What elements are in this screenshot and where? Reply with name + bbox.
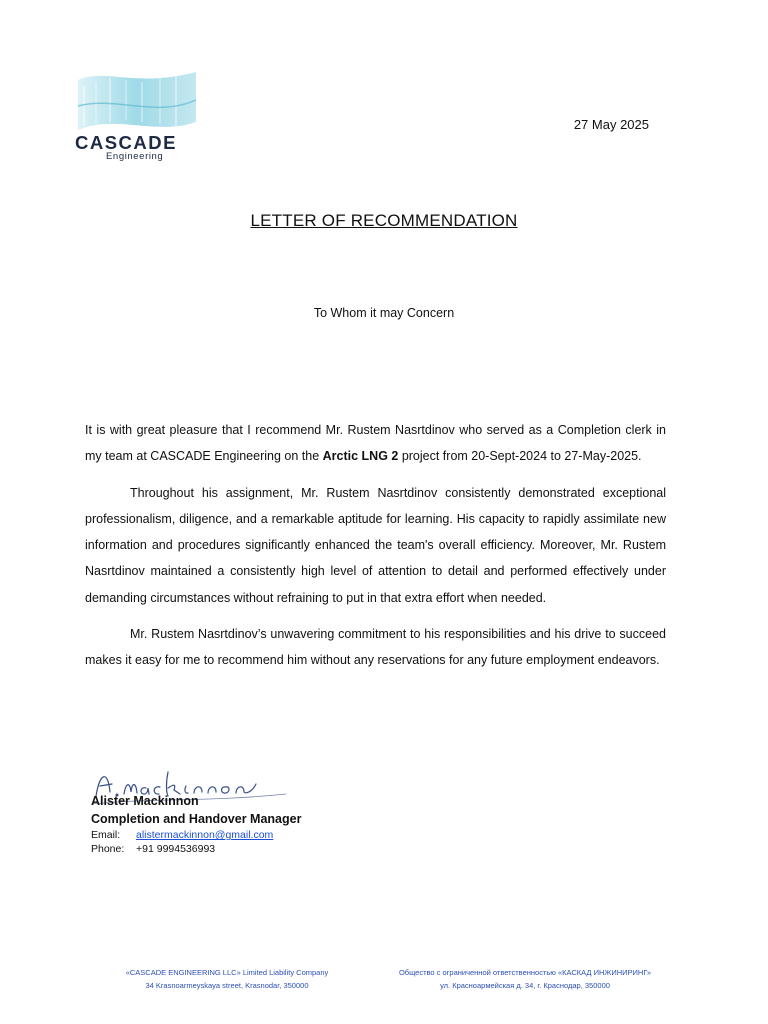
phone-number: +91 9994536993	[136, 843, 216, 855]
paragraph-1-text-b: project from 20-Sept-2024 to 27-May-2025.	[398, 449, 642, 464]
footer-russian-line-2: ул. Красноармейская д. 34, г. Краснодар, 350000	[440, 981, 610, 990]
letter-date: 27 May 2025	[573, 117, 649, 132]
logo-wave-graphic	[76, 66, 198, 138]
salutation: To Whom it may Concern	[313, 306, 455, 320]
email-link[interactable]: alistermackinnon@gmail.com	[136, 829, 274, 841]
logo-company-subtitle: Engineering	[106, 151, 164, 162]
logo-company-name: CASCADE	[75, 132, 177, 153]
footer-english-line-1: «CASCADE ENGINEERING LLC» Limited Liability Company	[125, 968, 329, 977]
company-logo	[66, 58, 206, 166]
paragraph-1	[85, 417, 666, 470]
paragraph-3: Mr. Rustem Nasrtdinov’s unwavering commitment to his responsibilities and his drive to succeed makes it easy for me to recommend him without any reservations for any future employment endeavors.	[85, 627, 666, 668]
paragraph-2: Throughout his assignment, Mr. Rustem Nasrtdinov consistently demonstrated exceptional professionalism, diligence, and a remarkable aptitude for learning. His capacity to rapidly assimilate new information and procedures significantly enhanced the team's overall efficiency. Moreover, Mr. Rustem Nasrtdinov maintained a consistently high level of attention to detail and performed effectively under demanding circumstances without refraining to put in that extra effort when needed.	[85, 485, 666, 605]
email-label: Email:	[91, 829, 121, 841]
letter-title: LETTER OF RECOMMENDATION	[250, 211, 518, 230]
phone-row	[91, 842, 301, 856]
email-row	[91, 828, 301, 842]
paragraph-1-text-a: It is with great pleasure that I recommend Mr. Rustem Nasrtdinov who served as a Completion clerk in my team at CASCADE Engineering on the	[85, 423, 666, 464]
signature-block	[91, 792, 301, 856]
signatory-name: Alister Mackinnon	[91, 794, 199, 808]
letter-body	[85, 417, 666, 684]
footer-russian-line-1: Общество с ограниченной ответственностью «КАСКАД ИНЖИНИРИНГ»	[398, 968, 652, 977]
project-name: Arctic LNG 2	[322, 449, 399, 464]
signatory-role: Completion and Handover Manager	[91, 812, 302, 826]
footer-english-line-2: 34 Krasnoarmeyskaya street, Krasnodar, 350000	[145, 981, 309, 990]
phone-label: Phone:	[91, 843, 125, 855]
footer-russian	[390, 966, 660, 992]
footer-english	[122, 966, 332, 992]
